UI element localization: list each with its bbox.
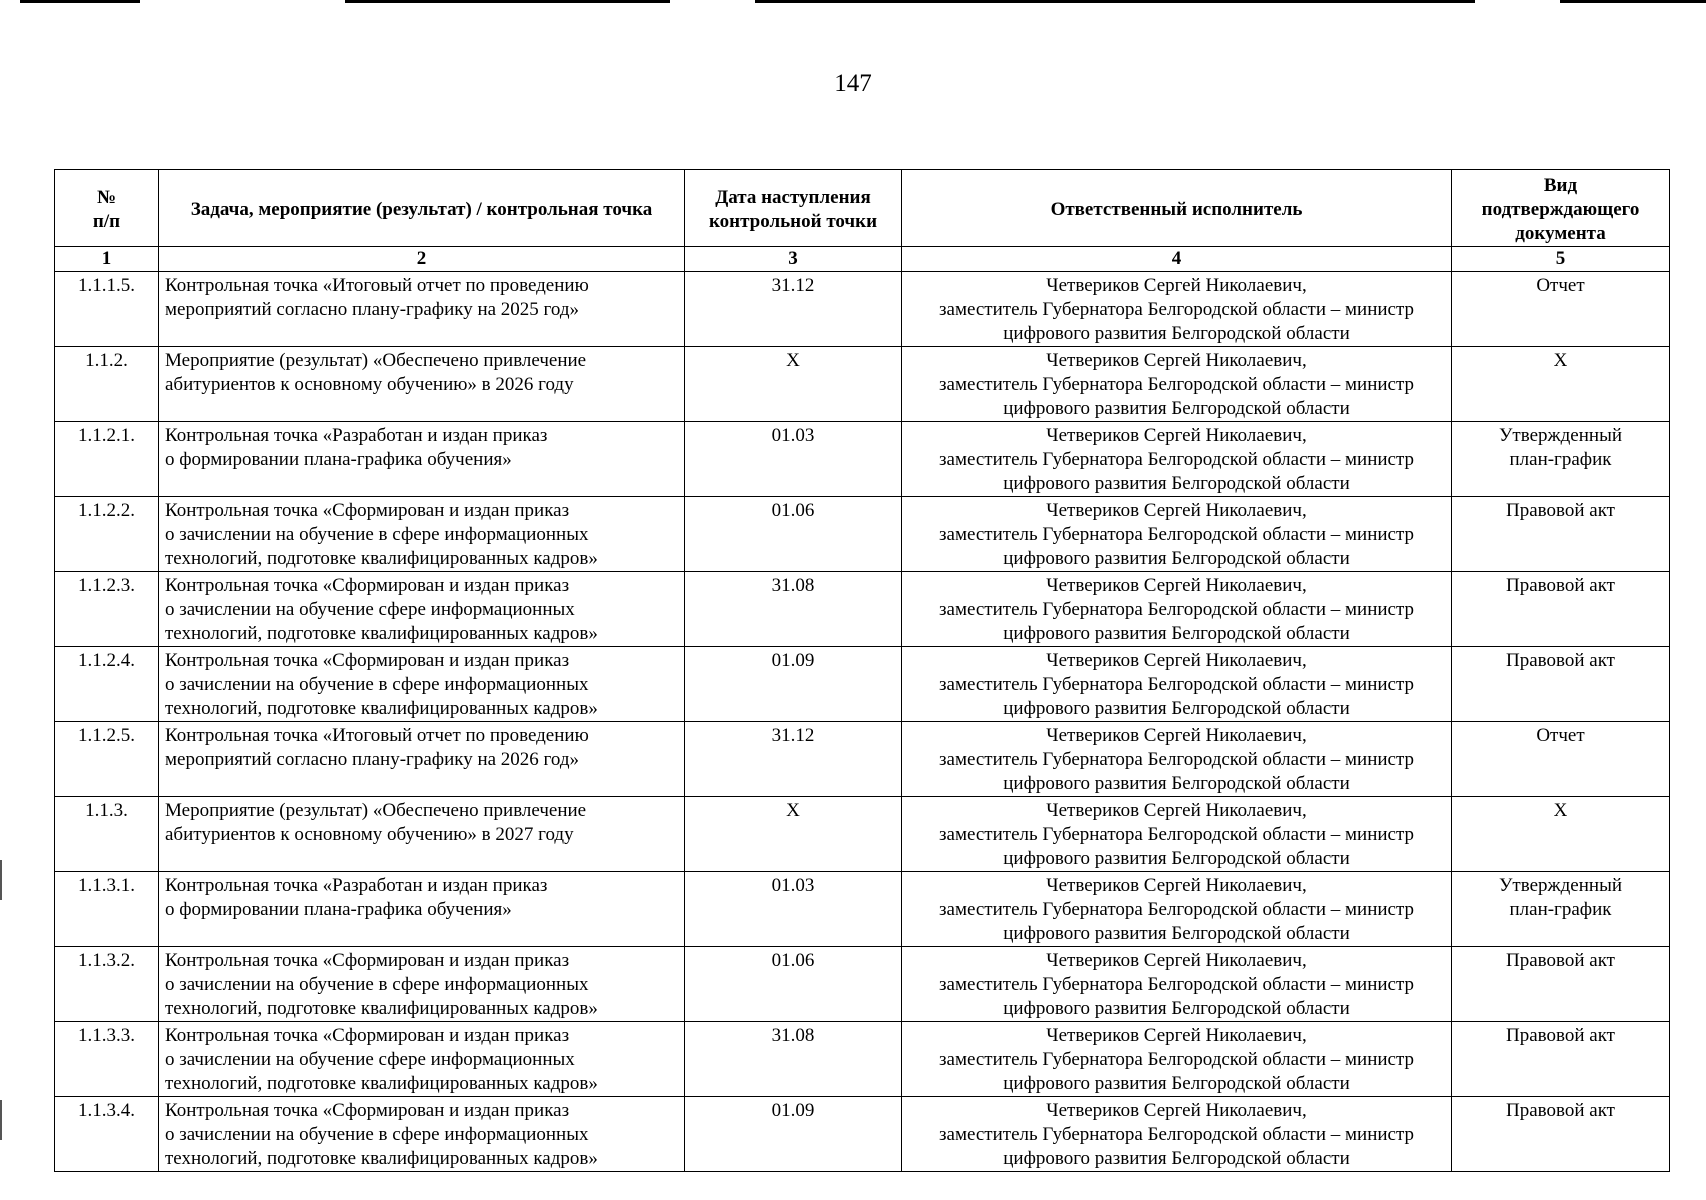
header-executor-line: Ответственный исполнитель <box>1050 199 1303 220</box>
task-cell-line: о зачислении на обучение в сфере информационных <box>165 674 589 695</box>
row-number: 1.1.2. <box>55 347 159 422</box>
task-cell-line: технологий, подготовке квалифицированных кадров» <box>165 1073 598 1094</box>
executor-cell <box>902 797 1452 872</box>
row-number: 1.1.3. <box>55 797 159 872</box>
document-cell <box>1452 272 1670 347</box>
executor-cell-line: заместитель Губернатора Белгородской области – министр <box>939 974 1414 995</box>
executor-cell-line: Четвериков Сергей Николаевич, <box>1046 425 1307 446</box>
executor-cell-line: заместитель Губернатора Белгородской области – министр <box>939 674 1414 695</box>
task-cell <box>159 272 685 347</box>
document-cell <box>1452 722 1670 797</box>
date-cell: 31.12 <box>685 272 902 347</box>
task-cell <box>159 1097 685 1172</box>
table-row <box>55 572 1670 647</box>
margin-mark <box>0 1100 2 1140</box>
document-cell-line: Утвержденный <box>1498 875 1623 896</box>
executor-cell-line: цифрового развития Белгородской области <box>1003 698 1350 719</box>
task-cell <box>159 797 685 872</box>
task-cell <box>159 722 685 797</box>
executor-cell <box>902 572 1452 647</box>
executor-cell-line: цифрового развития Белгородской области <box>1003 773 1350 794</box>
task-cell-line: технологий, подготовке квалифицированных кадров» <box>165 623 598 644</box>
table-row <box>55 947 1670 1022</box>
date-cell: 01.09 <box>685 1097 902 1172</box>
top-rule <box>755 0 1475 3</box>
executor-cell-line: цифрового развития Белгородской области <box>1003 398 1350 419</box>
executor-cell-line: Четвериков Сергей Николаевич, <box>1046 1100 1307 1121</box>
task-cell-line: о формировании плана-графика обучения» <box>165 449 512 470</box>
table-row <box>55 647 1670 722</box>
page-number: 147 <box>834 70 872 97</box>
executor-cell <box>902 272 1452 347</box>
executor-cell-line: цифрового развития Белгородской области <box>1003 623 1350 644</box>
executor-cell-line: Четвериков Сергей Николаевич, <box>1046 950 1307 971</box>
executor-cell-line: цифрового развития Белгородской области <box>1003 473 1350 494</box>
control-points-table <box>54 169 1670 1172</box>
executor-cell-line: заместитель Губернатора Белгородской области – министр <box>939 599 1414 620</box>
task-cell-line: Контрольная точка «Сформирован и издан приказ <box>165 1025 570 1046</box>
header-document <box>1452 170 1670 247</box>
document-cell-line: Правовой акт <box>1506 650 1615 671</box>
table-body <box>55 272 1670 1172</box>
document-cell-line: Утвержденный <box>1498 425 1623 446</box>
executor-cell-line: заместитель Губернатора Белгородской области – министр <box>939 1049 1414 1070</box>
header-date <box>685 170 902 247</box>
column-number-cell: 5 <box>1452 247 1670 272</box>
document-cell <box>1452 947 1670 1022</box>
date-cell: 01.06 <box>685 497 902 572</box>
header-date-line: контрольной точки <box>708 211 878 232</box>
table-row <box>55 497 1670 572</box>
date-cell: X <box>685 347 902 422</box>
top-rule <box>1560 0 1706 3</box>
row-number: 1.1.3.2. <box>55 947 159 1022</box>
document-cell-line: Правовой акт <box>1506 575 1615 596</box>
header-date-line: Дата наступления <box>715 187 871 208</box>
executor-cell <box>902 422 1452 497</box>
task-cell <box>159 872 685 947</box>
executor-cell-line: цифрового развития Белгородской области <box>1003 323 1350 344</box>
executor-cell-line: заместитель Губернатора Белгородской области – министр <box>939 749 1414 770</box>
row-number: 1.1.2.2. <box>55 497 159 572</box>
task-cell-line: Мероприятие (результат) «Обеспечено привлечение <box>165 350 587 371</box>
date-cell: 01.09 <box>685 647 902 722</box>
executor-cell <box>902 947 1452 1022</box>
executor-cell <box>902 347 1452 422</box>
header-executor <box>902 170 1452 247</box>
task-cell <box>159 1022 685 1097</box>
task-cell <box>159 572 685 647</box>
row-number: 1.1.2.4. <box>55 647 159 722</box>
executor-cell-line: цифрового развития Белгородской области <box>1003 1073 1350 1094</box>
document-cell <box>1452 1022 1670 1097</box>
document-cell <box>1452 347 1670 422</box>
header-number-line: № <box>96 187 117 208</box>
task-cell <box>159 947 685 1022</box>
date-cell: 31.12 <box>685 722 902 797</box>
task-cell-line: Контрольная точка «Итоговый отчет по проведению <box>165 725 589 746</box>
executor-cell-line: цифрового развития Белгородской области <box>1003 998 1350 1019</box>
table-row <box>55 422 1670 497</box>
task-cell-line: Контрольная точка «Сформирован и издан приказ <box>165 650 570 671</box>
row-number: 1.1.2.3. <box>55 572 159 647</box>
executor-cell-line: Четвериков Сергей Николаевич, <box>1046 575 1307 596</box>
document-cell-line: Правовой акт <box>1506 1025 1615 1046</box>
task-cell-line: Контрольная точка «Разработан и издан приказ <box>165 875 548 896</box>
header-number <box>55 170 159 247</box>
executor-cell-line: Четвериков Сергей Николаевич, <box>1046 725 1307 746</box>
executor-cell-line: заместитель Губернатора Белгородской области – министр <box>939 899 1414 920</box>
document-cell <box>1452 422 1670 497</box>
task-cell-line: абитуриентов к основному обучению» в 2027 году <box>165 824 574 845</box>
margin-mark <box>0 860 2 900</box>
executor-cell-line: цифрового развития Белгородской области <box>1003 1148 1350 1169</box>
task-cell-line: Мероприятие (результат) «Обеспечено привлечение <box>165 800 587 821</box>
document-cell <box>1452 497 1670 572</box>
executor-cell <box>902 647 1452 722</box>
executor-cell <box>902 497 1452 572</box>
row-number: 1.1.2.1. <box>55 422 159 497</box>
document-cell-line: план-график <box>1509 899 1612 920</box>
document-cell <box>1452 797 1670 872</box>
task-cell-line: о зачислении на обучение в сфере информационных <box>165 524 589 545</box>
column-number-cell: 2 <box>159 247 685 272</box>
task-cell <box>159 347 685 422</box>
task-cell-line: Контрольная точка «Разработан и издан приказ <box>165 425 548 446</box>
document-cell <box>1452 572 1670 647</box>
table-header-row <box>55 170 1670 247</box>
document-cell-line: Правовой акт <box>1506 500 1615 521</box>
top-rule <box>20 0 140 3</box>
document-cell-line: план-график <box>1509 449 1612 470</box>
executor-cell-line: цифрового развития Белгородской области <box>1003 923 1350 944</box>
task-cell-line: о зачислении на обучение в сфере информационных <box>165 1124 589 1145</box>
task-cell <box>159 497 685 572</box>
task-cell-line: Контрольная точка «Сформирован и издан приказ <box>165 950 570 971</box>
header-document-line: подтверждающего <box>1481 199 1640 220</box>
executor-cell-line: заместитель Губернатора Белгородской области – министр <box>939 449 1414 470</box>
executor-cell-line: заместитель Губернатора Белгородской области – министр <box>939 824 1414 845</box>
executor-cell-line: Четвериков Сергей Николаевич, <box>1046 875 1307 896</box>
document-cell <box>1452 647 1670 722</box>
task-cell-line: Контрольная точка «Итоговый отчет по проведению <box>165 275 589 296</box>
executor-cell-line: заместитель Губернатора Белгородской области – министр <box>939 1124 1414 1145</box>
executor-cell <box>902 1097 1452 1172</box>
document-cell-line: X <box>1553 350 1568 371</box>
executor-cell <box>902 872 1452 947</box>
task-cell-line: Контрольная точка «Сформирован и издан приказ <box>165 500 570 521</box>
executor-cell-line: заместитель Губернатора Белгородской области – министр <box>939 524 1414 545</box>
top-rule <box>345 0 670 3</box>
column-number-cell: 3 <box>685 247 902 272</box>
document-cell-line: Правовой акт <box>1506 950 1615 971</box>
task-cell-line: Контрольная точка «Сформирован и издан приказ <box>165 575 570 596</box>
task-cell-line: абитуриентов к основному обучению» в 2026 году <box>165 374 574 395</box>
column-number-cell: 1 <box>55 247 159 272</box>
task-cell-line: технологий, подготовке квалифицированных кадров» <box>165 1148 598 1169</box>
date-cell: X <box>685 797 902 872</box>
column-number-cell: 4 <box>902 247 1452 272</box>
table-row <box>55 797 1670 872</box>
date-cell: 31.08 <box>685 572 902 647</box>
executor-cell-line: заместитель Губернатора Белгородской области – министр <box>939 299 1414 320</box>
executor-cell <box>902 1022 1452 1097</box>
task-cell-line: о зачислении на обучение в сфере информационных <box>165 974 589 995</box>
document-cell-line: Правовой акт <box>1506 1100 1615 1121</box>
task-cell-line: технологий, подготовке квалифицированных кадров» <box>165 548 598 569</box>
task-cell-line: о формировании плана-графика обучения» <box>165 899 512 920</box>
date-cell: 31.08 <box>685 1022 902 1097</box>
table-row <box>55 722 1670 797</box>
document-cell <box>1452 872 1670 947</box>
table-row <box>55 1022 1670 1097</box>
executor-cell-line: Четвериков Сергей Николаевич, <box>1046 500 1307 521</box>
row-number: 1.1.2.5. <box>55 722 159 797</box>
date-cell: 01.03 <box>685 422 902 497</box>
header-number-line: п/п <box>92 211 121 232</box>
task-cell-line: технологий, подготовке квалифицированных кадров» <box>165 998 598 1019</box>
task-cell-line: мероприятий согласно плану-графику на 2025 год» <box>165 299 579 320</box>
task-cell-line: технологий, подготовке квалифицированных кадров» <box>165 698 598 719</box>
document-cell-line: Отчет <box>1536 275 1585 296</box>
header-document-line: документа <box>1515 223 1606 244</box>
table-row <box>55 272 1670 347</box>
table-row <box>55 347 1670 422</box>
row-number: 1.1.1.5. <box>55 272 159 347</box>
row-number: 1.1.3.1. <box>55 872 159 947</box>
task-cell <box>159 422 685 497</box>
executor-cell <box>902 722 1452 797</box>
executor-cell-line: цифрового развития Белгородской области <box>1003 848 1350 869</box>
date-cell: 01.03 <box>685 872 902 947</box>
table-row <box>55 1097 1670 1172</box>
task-cell-line: Контрольная точка «Сформирован и издан приказ <box>165 1100 570 1121</box>
executor-cell-line: Четвериков Сергей Николаевич, <box>1046 650 1307 671</box>
header-task <box>159 170 685 247</box>
document-cell-line: Отчет <box>1536 725 1585 746</box>
header-document-line: Вид <box>1543 175 1578 196</box>
executor-cell-line: Четвериков Сергей Николаевич, <box>1046 1025 1307 1046</box>
task-cell-line: о зачислении на обучение сфере информационных <box>165 599 575 620</box>
document-cell-line: X <box>1553 800 1568 821</box>
row-number: 1.1.3.4. <box>55 1097 159 1172</box>
executor-cell-line: Четвериков Сергей Николаевич, <box>1046 350 1307 371</box>
row-number: 1.1.3.3. <box>55 1022 159 1097</box>
document-cell <box>1452 1097 1670 1172</box>
column-number-row <box>55 247 1670 272</box>
table-row <box>55 872 1670 947</box>
executor-cell-line: Четвериков Сергей Николаевич, <box>1046 800 1307 821</box>
executor-cell-line: цифрового развития Белгородской области <box>1003 548 1350 569</box>
executor-cell-line: Четвериков Сергей Николаевич, <box>1046 275 1307 296</box>
task-cell <box>159 647 685 722</box>
task-cell-line: мероприятий согласно плану-графику на 2026 год» <box>165 749 579 770</box>
date-cell: 01.06 <box>685 947 902 1022</box>
header-task-line: Задача, мероприятие (результат) / контрольная точка <box>190 199 653 220</box>
executor-cell-line: заместитель Губернатора Белгородской области – министр <box>939 374 1414 395</box>
task-cell-line: о зачислении на обучение сфере информационных <box>165 1049 575 1070</box>
